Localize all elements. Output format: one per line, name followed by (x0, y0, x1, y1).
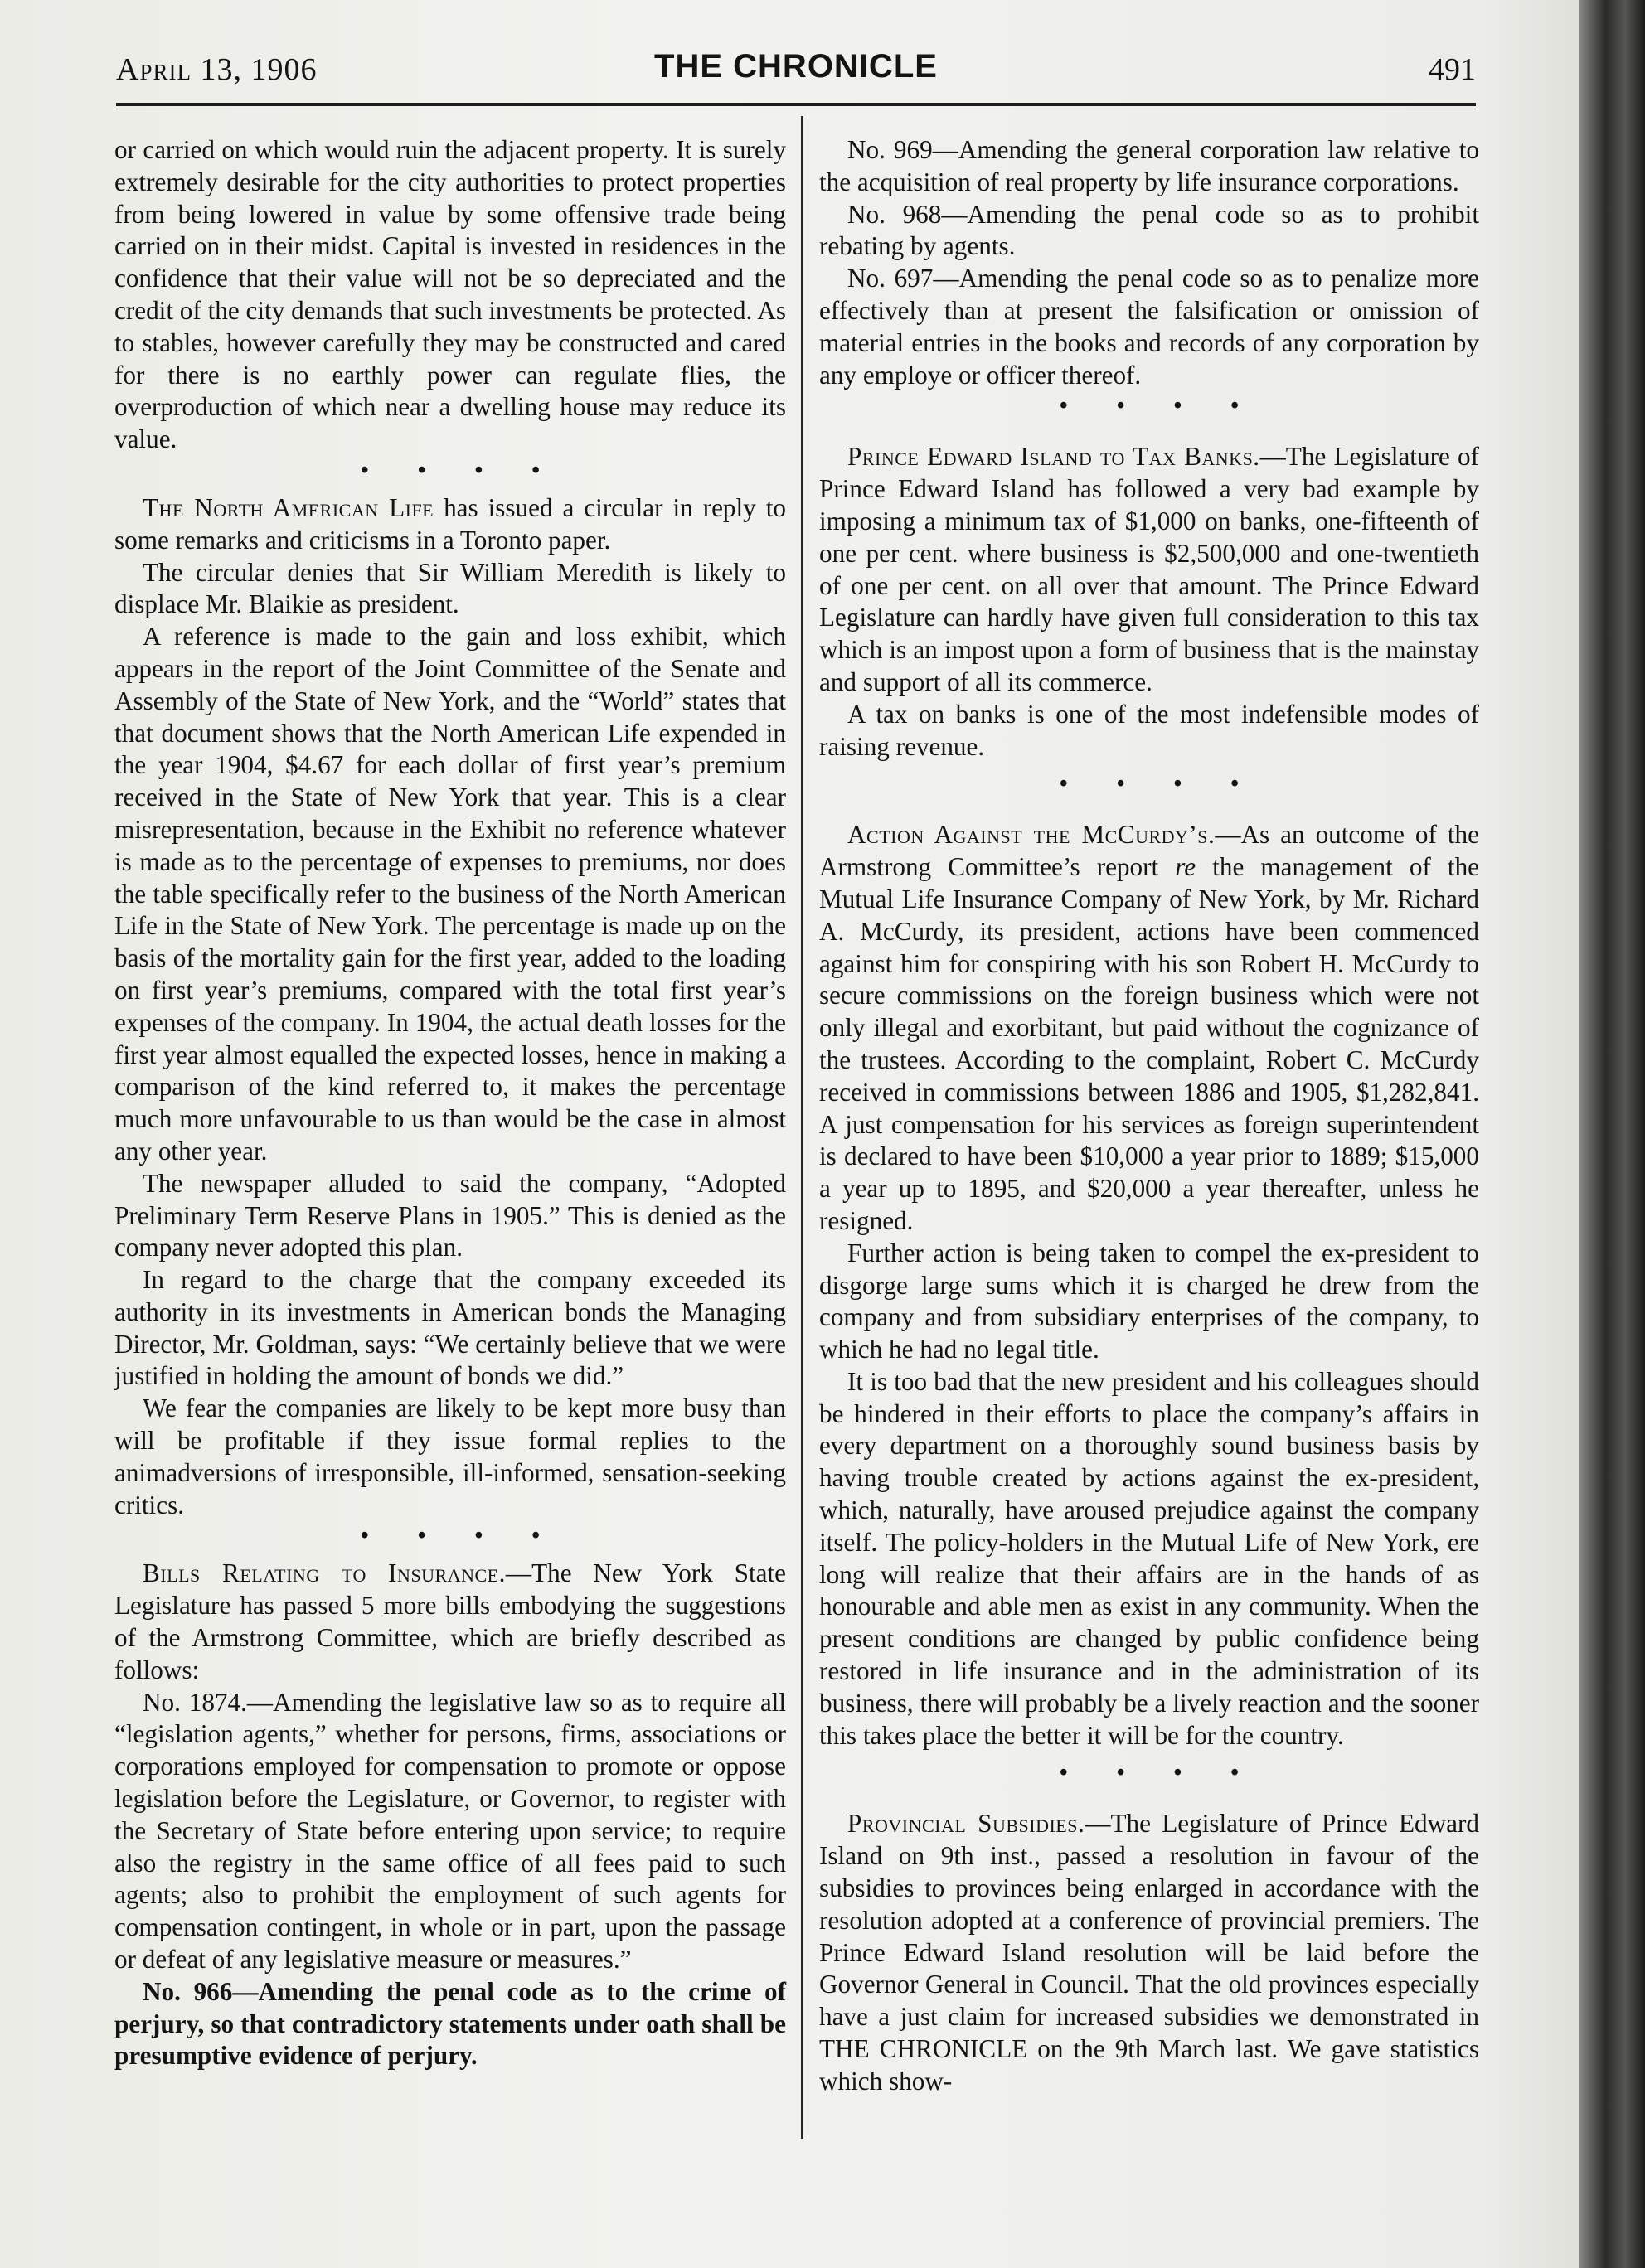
paragraph: No. 1874.—Amending the legislative law so as to require all “legislation agents,” whether for persons, firms, associations or corporations employed for compensation to promote or oppose legislation before the Legislature, or Governor, to register with the Secretary of State before entering upon service; to require also the registry in the same office of all fees paid to such agents; also to prohibit the employment of such agents for compensation contingent, in whole or in part, upon the passage or defeat of any legislative measure or measures.” (114, 1687, 786, 1975)
right-column (819, 134, 1479, 2098)
left-column (114, 134, 786, 2072)
paragraph: The circular denies that Sir William Meredith is likely to displace Mr. Blaikie as president. (114, 557, 786, 619)
paragraph: A reference is made to the gain and loss exhibit, which appears in the report of the Joint Committee of the Senate and Assembly of the State of New York, and the “World” states that that document shows that the North American Life expended in the year 1904, $4.67 for each dollar of first year’s premium received in the State of New York that year. This is a clear misrepresentation, because in the Exhibit no reference whatever is made as to the percentage of expenses to premiums, nor does the table specifically refer to the business of the North American Life in the State of New York. The percentage is made up on the basis of the mortality gain for the first year, added to the loading on first year’s premiums, compared with the total first year’s expenses of the company. In 1904, the actual death losses for the first year almost equalled the expected losses, hence in making a comparison of the kind referred to, it makes the percentage much more unfavourable to us than would be the case in almost any other year. (114, 622, 786, 1166)
section-separator: • • • • (1059, 1760, 1261, 1786)
article-pei-tax-banks-lead (819, 441, 1479, 698)
paragraph: The newspaper alluded to said the company, “Adopted Preliminary Term Reserve Plans in 1905.” This is denied as the company never adopted this plan. (114, 1168, 786, 1262)
header-date: April 13, 1906 (116, 52, 318, 87)
section-separator: • • • • (360, 457, 562, 483)
header-page-number: 491 (1429, 52, 1476, 87)
headline-action-against-mccurdys: Action Against the McCurdy’s. (847, 820, 1216, 850)
header-title: THE CHRONICLE (654, 48, 938, 85)
paragraph-text-italic: re (1175, 852, 1196, 882)
headline-bills-relating-to-insurance: Bills Relating to Insurance. (143, 1558, 506, 1588)
page-header (116, 48, 1476, 98)
paragraph-text: —As an outcome of the Armstrong Committee’s report (819, 820, 1479, 882)
article-mccurdy-lead (819, 819, 1479, 1237)
paragraph: No. 968—Amending the penal code so as to prohibit rebating by agents. (819, 199, 1479, 261)
article-north-american-life-lead (114, 492, 786, 557)
paragraph: Further action is being taken to compel the ex-president to disgorge large sums which it is charged he drew from the company and from subsidiary enterprises of the company, to which he had no legal title. (819, 1238, 1479, 1364)
paragraph: No. 969—Amending the general corporation law relative to the acquisition of real property by life insurance corporations. (819, 135, 1479, 196)
paragraph: No. 697—Amending the penal code so as to penalize more effectively than at present the falsification or omission of material entries in the books and records of any corporation by any employe or officer thereof. (819, 264, 1479, 390)
paragraph: We fear the companies are likely to be kept more busy than will be profitable if they issue formal replies to the animadversions of irresponsible, ill-informed, sensation-seeking critics. (114, 1393, 786, 1519)
paragraph-text: has issued a circular in reply to some remarks and criticisms in a Toronto paper. (114, 492, 786, 555)
paragraph: In regard to the charge that the company exceeded its authority in its investments in American bonds the Managing Director, Mr. Goldman, says: “We certainly believe that we were justified in holding the amount of bonds we did.” (114, 1265, 786, 1391)
paragraph: A tax on banks is one of the most indefensible modes of raising revenue. (819, 699, 1479, 761)
article-bills-insurance-lead (114, 1558, 786, 1686)
headline-provincial-subsidies: Provincial Subsidies. (847, 1809, 1085, 1839)
section-separator: • • • • (1059, 771, 1261, 797)
article-continuation: or carried on which would ruin the adjacent property. It is surely extremely desirable for the city authorities to protect properties from being lowered in value by some offensive trade being carried on in their midst. Capital is invested in residences in the confidence that their value will not be so depreciated and the credit of the city demands that such investments be protected. As to stables, however carefully they may be constructed and cared for there is no earthly power can regulate flies, the overproduction of which near a dwelling house may reduce its value. (114, 135, 786, 454)
paragraph: No. 966—Amending the penal code as to the crime of perjury, so that contradictory statements under oath shall be presumptive evidence of perjury. (114, 1976, 786, 2071)
paragraph-text: —The Legislature of Prince Edward Island has followed a very bad example by imposing a minimum tax of $1,000 on banks, one-fifteenth of one per cent. where business is $2,500,000 and one-twentieth of one per cent. on all over that amount. The Prince Edward Legislature can hardly have given full consideration to this tax which is an impost upon a form of business that is the mainstay and support of all its commerce. (819, 442, 1479, 696)
paragraph-text: the management of the Mutual Life Insurance Company of New York, by Mr. Richard A. McCurdy, its president, actions have been commenced against him for conspiring with his son Robert H. McCurdy to secure commissions on the foreign business which were not only illegal and exorbitant, but paid without the cognizance of the trustees. According to the complaint, Robert C. McCurdy received in commissions between 1886 and 1905, $1,282,841. A just compensation for his services as foreign superintendent is declared to have been $10,000 a year prior to 1889; $15,000 a year up to 1895, and $20,000 a year thereafter, unless he resigned. (819, 852, 1479, 1235)
paragraph-text: —The Legislature of Prince Edward Island on 9th inst., passed a resolution in favour of the subsidies to provinces being enlarged in accordance with the resolution adopted at a conference of provincial premiers. The Prince Edward Island resolution will be laid before the Governor General in Council. That the old provinces especially have a just claim for increased subsidies we demonstrated in THE CHRONICLE on the 9th March last. We gave statistics which show- (819, 1809, 1479, 2096)
section-separator: • • • • (1059, 393, 1261, 419)
paragraph-text: —The New York State Legislature has passed 5 more bills embodying the suggestions of the Armstrong Committee, which are briefly described as follows: (114, 1558, 786, 1684)
headline-pei-tax-banks: Prince Edward Island to Tax Banks. (847, 442, 1260, 472)
paragraph: It is too bad that the new president and his colleagues should be hindered in their efforts to place the company’s affairs in every department on a thoroughly sound business basis by having trouble created by actions against the ex-president, which, naturally, have aroused prejudice against the company itself. The policy-holders in the Mutual Life of New York, ere long will realize that their affairs are in the hands of as honourable and able men as exist in any community. When the present conditions are changed by public confidence being restored in life insurance and in the administration of its business, there will probably be a lively reaction and the sooner this takes place the better it will be for the country. (819, 1366, 1479, 1750)
column-divider (801, 116, 803, 2139)
header-rule (116, 103, 1476, 106)
headline-north-american-life: The North American Life (143, 492, 434, 522)
section-separator: • • • • (360, 1523, 562, 1549)
article-provincial-subsidies-lead (819, 1808, 1479, 2097)
page-edge-shadow (1579, 0, 1645, 2268)
